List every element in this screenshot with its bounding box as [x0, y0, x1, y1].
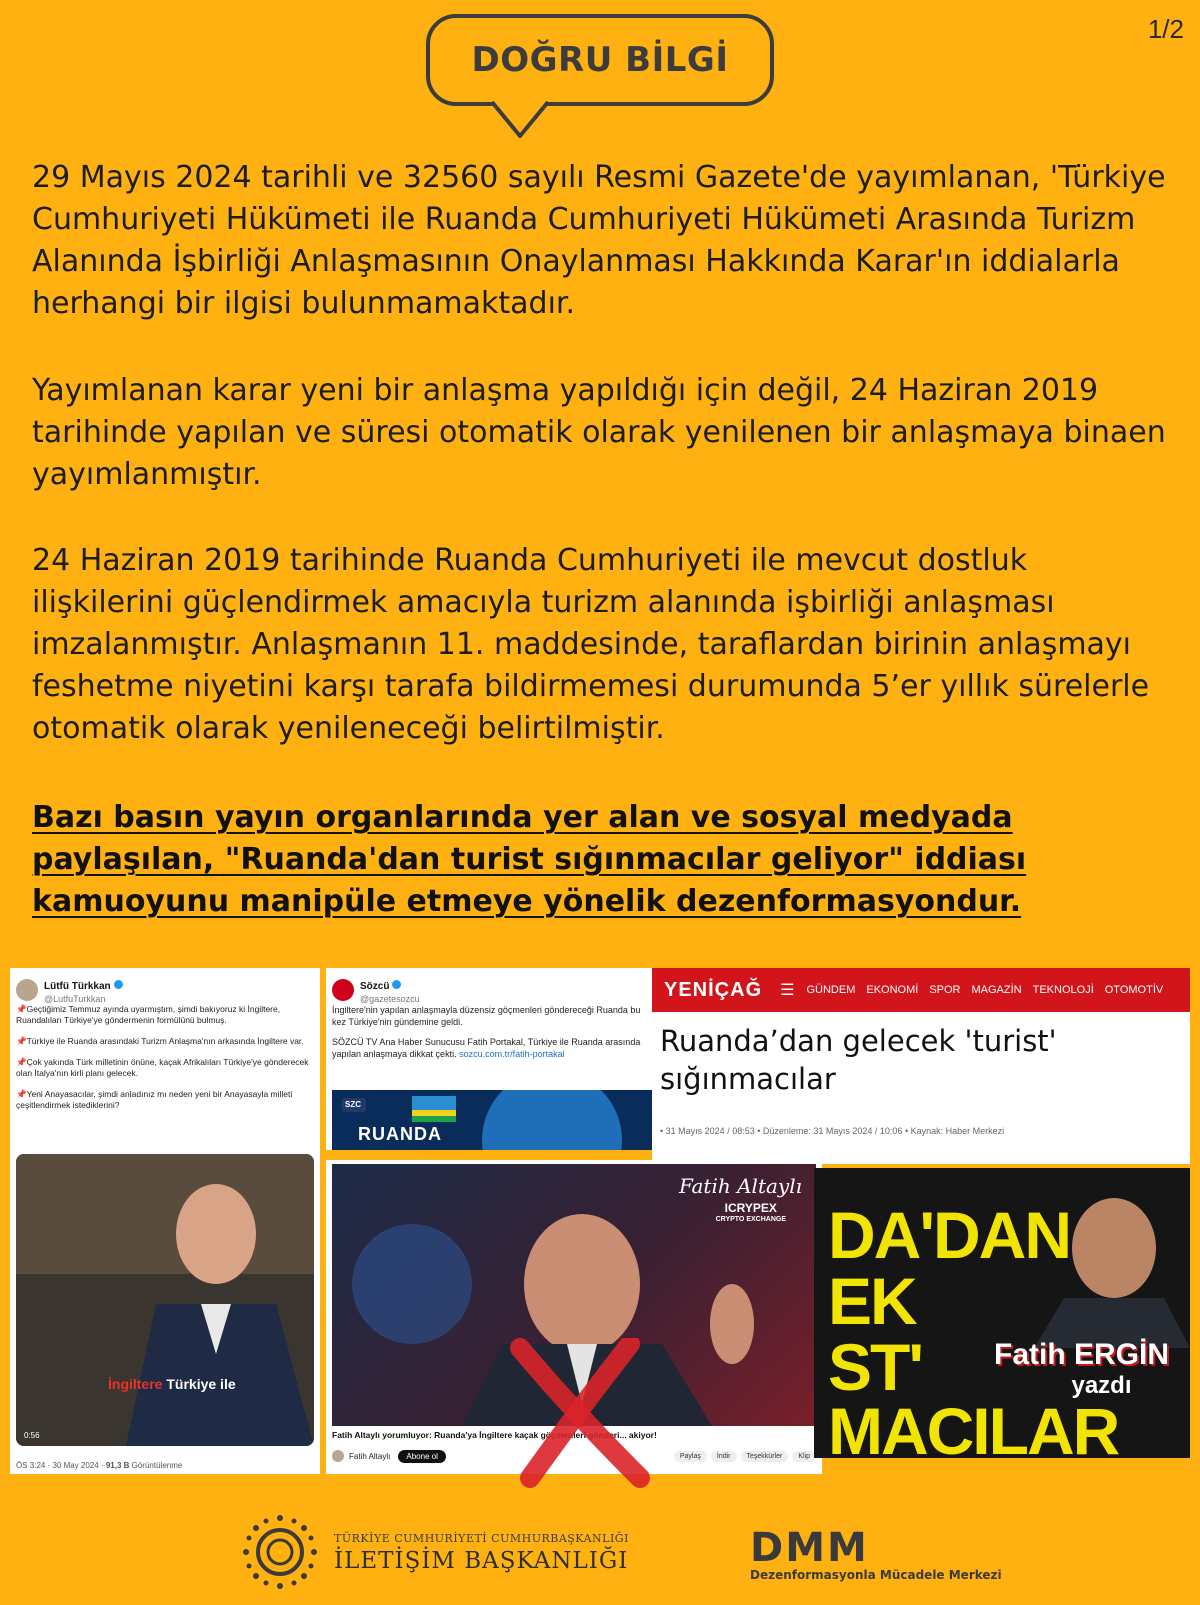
thumbnail-headline-line: EK — [828, 1264, 916, 1338]
fact-badge-label: DOĞRU BİLGİ — [471, 40, 729, 80]
tweet-line: 📌Geçtiğimiz Temmuz ayında uyarmıştım, şimdi bakıyoruz ki İngiltere, Ruandalıları Türkiye'ye göndermenin formülünü bulmuş. — [16, 1004, 281, 1025]
download-button[interactable]: İndir — [711, 1451, 737, 1462]
tweet-sozcu — [326, 968, 660, 1150]
tweet-author: Sözcü — [360, 981, 390, 992]
org-title: İLETİŞİM BAŞKANLIĞI — [334, 1548, 629, 1574]
page-number: 1/2 — [1147, 14, 1184, 44]
tweet-line: 📌Yeni Anayasacılar, şimdi anladınız mı neden yeni bir Anayasayla milleti çeşitlendirmek istediklerini? — [16, 1089, 293, 1110]
dmm-logo: DMM — [750, 1525, 869, 1571]
tweet-header — [16, 976, 123, 1004]
article-thumbnail — [814, 1168, 1190, 1458]
tweet-line: SÖZCÜ TV Ana Haber Sunucusu Fatih Portakal, Türkiye ile Ruanda arasında yapılan anlaşmaya dikkat çekti. sozcu.com.tr/fatih-portakal — [332, 1037, 641, 1059]
tweet-meta: ÖS 3:24 · 30 May 2024 · 91,3 B Görüntülenme — [16, 1461, 183, 1470]
video-caption: İngiltere Türkiye ile — [108, 1376, 236, 1392]
tweet-video — [332, 1090, 654, 1150]
sponsor-logo: ICRYPEX CRYPTO EXCHANGE — [715, 1201, 786, 1223]
emblem-icon — [240, 1512, 320, 1592]
tweet-body — [332, 1004, 654, 1068]
sozcu-logo — [332, 979, 354, 1001]
nav-item-magazin[interactable]: MAGAZİN — [971, 984, 1022, 996]
channel-name[interactable]: Fatih Altaylı — [349, 1451, 391, 1461]
thumbnail-headline-line: ST' — [828, 1330, 923, 1404]
tweet-video — [16, 1154, 314, 1446]
paragraph-3: 24 Haziran 2019 tarihinde Ruanda Cumhuriyeti ile mevcut dostluk ilişkilerini güçlendirmek amacıyla turizm alanında işbirliği anlaşması imzalanmıştır. Anlaşmanın 11. maddesinde, taraflardan birinin anlaşmayı feshetme niyetini karşı tarafa bildirmemesi durumunda 5’er yıllık sürelerle otomatik olarak yenileneceği belirtilmiştir. — [32, 543, 1150, 746]
nav-item-otomotiv[interactable]: OTOMOTİV — [1104, 984, 1164, 996]
yenicag-article — [652, 968, 1190, 1164]
tweet-handle: @gazetesozcu — [360, 994, 420, 1004]
channel-signature: Fatih Altaylı — [678, 1174, 802, 1198]
highlight-statement: Bazı basın yayın organlarında yer alan ve sosyal medyada paylaşılan, "Ruanda'dan turist sığınmacılar geliyor" iddiası kamuoyunu manipüle etmeye yönelik dezenformasyondur. — [32, 800, 1027, 919]
nav-item-ekonomi[interactable]: EKONOMİ — [866, 984, 919, 996]
nav-item-gundem[interactable]: GÜNDEM — [806, 984, 856, 996]
subscribe-button[interactable]: Abone ol — [398, 1450, 446, 1463]
thumbnail-author: Fatih ERGİN yazdı — [994, 1338, 1170, 1399]
dmm-subtitle: Dezenformasyonla Mücadele Merkezi — [750, 1568, 1002, 1582]
tweet-turkkan — [10, 968, 320, 1474]
thanks-button[interactable]: Teşekkürler — [741, 1451, 789, 1462]
menu-icon[interactable]: ☰ — [780, 982, 795, 999]
org-subtitle: TÜRKİYE CUMHURİYETİ CUMHURBAŞKANLIĞI — [334, 1532, 629, 1545]
video-title: RUANDA — [358, 1124, 442, 1144]
tweet-header — [332, 976, 420, 1004]
tweet-line: 📌Çok yakında Türk milletinin önüne, kaçak Afrikalıları Türkiye'ye gönderecek olan İtalya'nın kirli planı gelecek. — [16, 1057, 309, 1078]
article-title: Ruanda’dan gelecek 'turist' sığınmacılar — [660, 1024, 1057, 1096]
video-caption: Fatih Altaylı yorumluyor: Ruanda'ya İngiltere kaçak göçmenleri gönderi... akiyor! — [332, 1430, 657, 1440]
clip-button[interactable]: Klip — [792, 1451, 816, 1462]
avatar — [16, 979, 38, 1001]
nav-item-teknoloji[interactable]: TEKNOLOJİ — [1032, 984, 1094, 996]
speaker-illustration — [16, 1154, 314, 1446]
yenicag-logo[interactable]: YENİÇAĞ — [664, 978, 763, 1001]
avatar — [332, 1450, 344, 1462]
tweet-handle: @LutfuTurkkan — [44, 994, 106, 1004]
nav-item-spor[interactable]: SPOR — [929, 984, 961, 996]
tweet-author: Lütfü Türkkan — [44, 981, 111, 992]
paragraph-1: 29 Mayıs 2024 tarihli ve 32560 sayılı Resmi Gazete'de yayımlanan, 'Türkiye Cumhuriyeti Hükümeti ile Ruanda Cumhuriyeti Hükümeti Arasında Turizm Alanında İşbirliği Anlaşmasının Onaylanması Hakkında Karar'ın iddialarla herhangi bir ilgisi bulunmamaktadır. — [32, 160, 1166, 321]
verified-icon — [114, 980, 123, 989]
thumbnail-headline-line: MACILAR — [828, 1394, 1119, 1458]
article-meta: • 31 Mayıs 2024 / 08:53 • Düzenleme: 31 Mayıs 2024 / 10:06 • Kaynak: Haber Merkezi — [660, 1126, 1005, 1136]
verified-icon — [392, 980, 401, 989]
tweet-link[interactable]: sozcu.com.tr/fatih-portakal — [459, 1049, 565, 1059]
paragraph-2: Yayımlanan karar yeni bir anlaşma yapıldığı için değil, 24 Haziran 2019 tarihinde yapılan ve süresi otomatik olarak yenilenen bir anlaşmaya binaen yayımlanmıştır. — [32, 373, 1166, 492]
cross-mark-icon — [500, 1338, 660, 1488]
video-duration: 0:56 — [24, 1431, 40, 1440]
tweet-line: 📌Türkiye ile Ruanda arasındaki Turizm Anlaşma'nın arkasında İngiltere var. — [16, 1036, 304, 1046]
fact-badge — [426, 14, 774, 106]
author-illustration — [814, 1168, 1190, 1458]
thumbnail-headline-line: DA'DAN — [828, 1198, 1071, 1272]
yenicag-navbar — [652, 968, 1190, 1012]
szc-logo: SZC — [345, 1100, 361, 1109]
tweet-body — [16, 1004, 316, 1121]
tweet-line: İngiltere'nin yapılan anlaşmayla düzensiz göçmenleri göndereceği Ruanda bu kez Türkiye'nin gündemine geldi. — [332, 1005, 641, 1027]
share-button[interactable]: Paylaş — [674, 1451, 707, 1462]
speech-bubble-tail-icon — [490, 100, 550, 140]
video-actions — [670, 1451, 816, 1462]
